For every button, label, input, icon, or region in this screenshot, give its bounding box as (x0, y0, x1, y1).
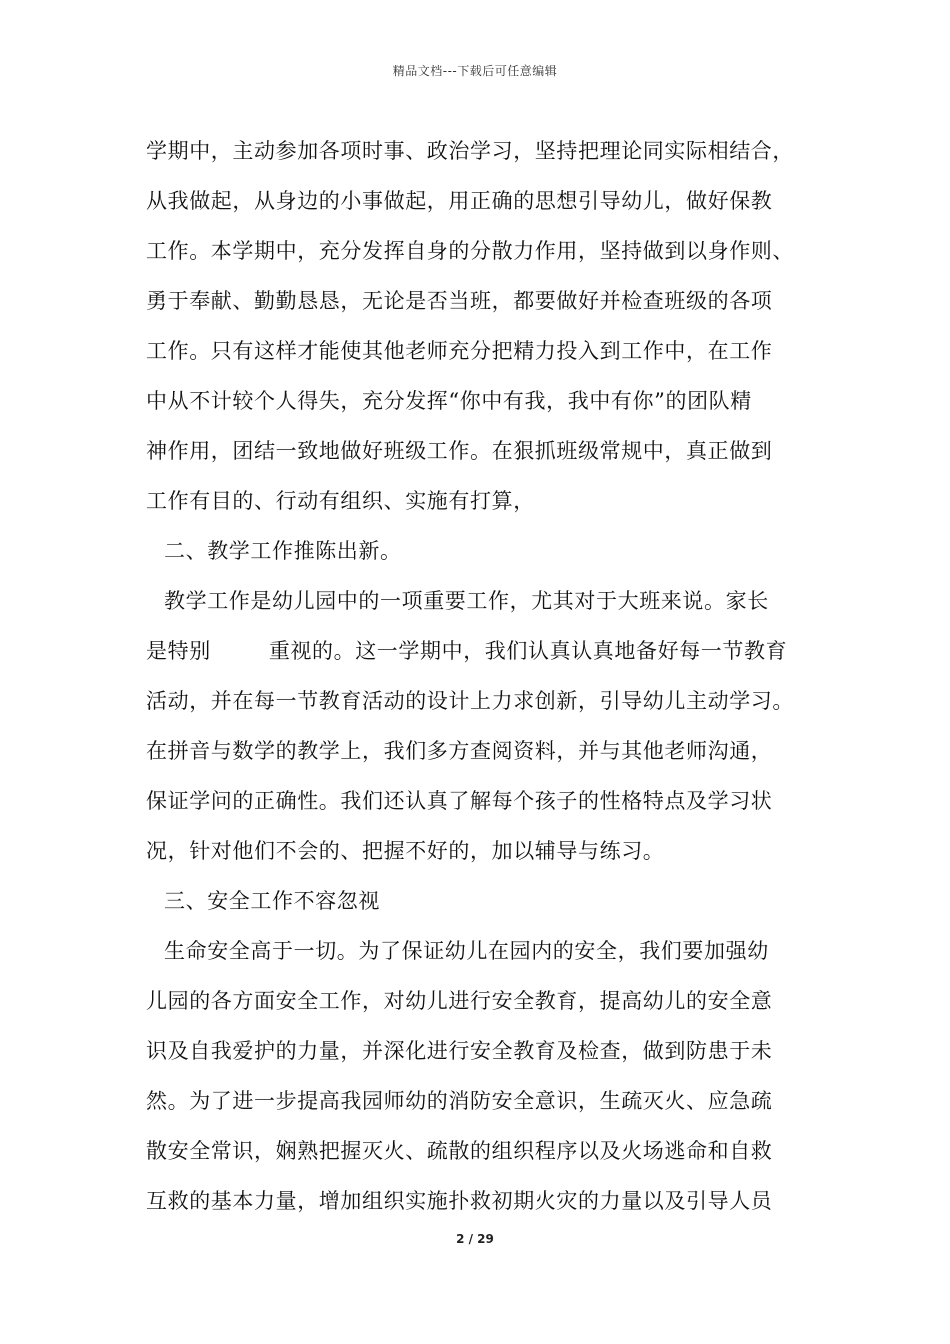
body-text-fragment: 是特别 (146, 639, 211, 663)
body-line: 学期中，主动参加各项时事、政治学习，坚持把理论同实际相结合， (146, 139, 794, 163)
page-header: 精品文档---下载后可任意编辑 (392, 64, 558, 78)
section-heading-teaching: 二、教学工作推陈出新。 (164, 539, 402, 563)
body-line: 生命安全高于一切。为了保证幼儿在园内的安全，我们要加强幼 (164, 939, 769, 963)
body-line: 然。为了进一步提高我园师幼的消防安全意识，生疏灭火、应急疏 (146, 1089, 773, 1113)
body-line: 工作。只有这样才能使其他老师充分把精力投入到工作中，在工作 (146, 339, 773, 363)
body-line: 况，针对他们不会的、把握不好的，加以辅导与练习。 (146, 839, 665, 863)
body-line: 工作有目的、行动有组织、实施有打算， (146, 489, 535, 513)
body-line: 儿园的各方面安全工作，对幼儿进行安全教育，提高幼儿的安全意 (146, 989, 773, 1013)
body-line: 互救的基本力量，增加组织实施扑救初期火灾的力量以及引导人员 (146, 1189, 773, 1213)
body-line (146, 626, 836, 676)
body-line: 工作。本学期中，充分发挥自身的分散力作用，坚持做到以身作则、 (146, 239, 794, 263)
body-text-fragment: 重视的。这一学期中，我们认真认真地备好每一节教育 (268, 639, 788, 663)
body-line: 教学工作是幼儿园中的一项重要工作，尤其对于大班来说。家长 (164, 589, 769, 613)
body-line: 勇于奉献、勤勤恳恳，无论是否当班，都要做好并检查班级的各项 (146, 289, 773, 313)
body-line: 中从不计较个人得失，充分发挥“你中有我，我中有你”的团队精 (146, 389, 752, 413)
body-line: 识及自我爱护的力量，并深化进行安全教育及检查，做到防患于未 (146, 1039, 773, 1063)
body-line: 散安全常识，娴熟把握灭火、疏散的组织程序以及火场逃命和自救 (146, 1139, 773, 1163)
body-line: 神作用，团结一致地做好班级工作。在狠抓班级常规中，真正做到 (146, 439, 773, 463)
body-line: 从我做起，从身边的小事做起，用正确的思想引导幼儿，做好保教 (146, 189, 773, 213)
body-line: 活动，并在每一节教育活动的设计上力求创新，引导幼儿主动学习。 (146, 689, 794, 713)
page-number: 2 / 29 (456, 1232, 494, 1246)
body-line: 在拼音与数学的教学上，我们多方查阅资料，并与其他老师沟通， (146, 739, 773, 763)
body-line: 保证学问的正确性。我们还认真了解每个孩子的性格特点及学习状 (146, 789, 773, 813)
document-body (146, 126, 836, 1226)
section-heading-safety: 三、安全工作不容忽视 (164, 889, 380, 913)
